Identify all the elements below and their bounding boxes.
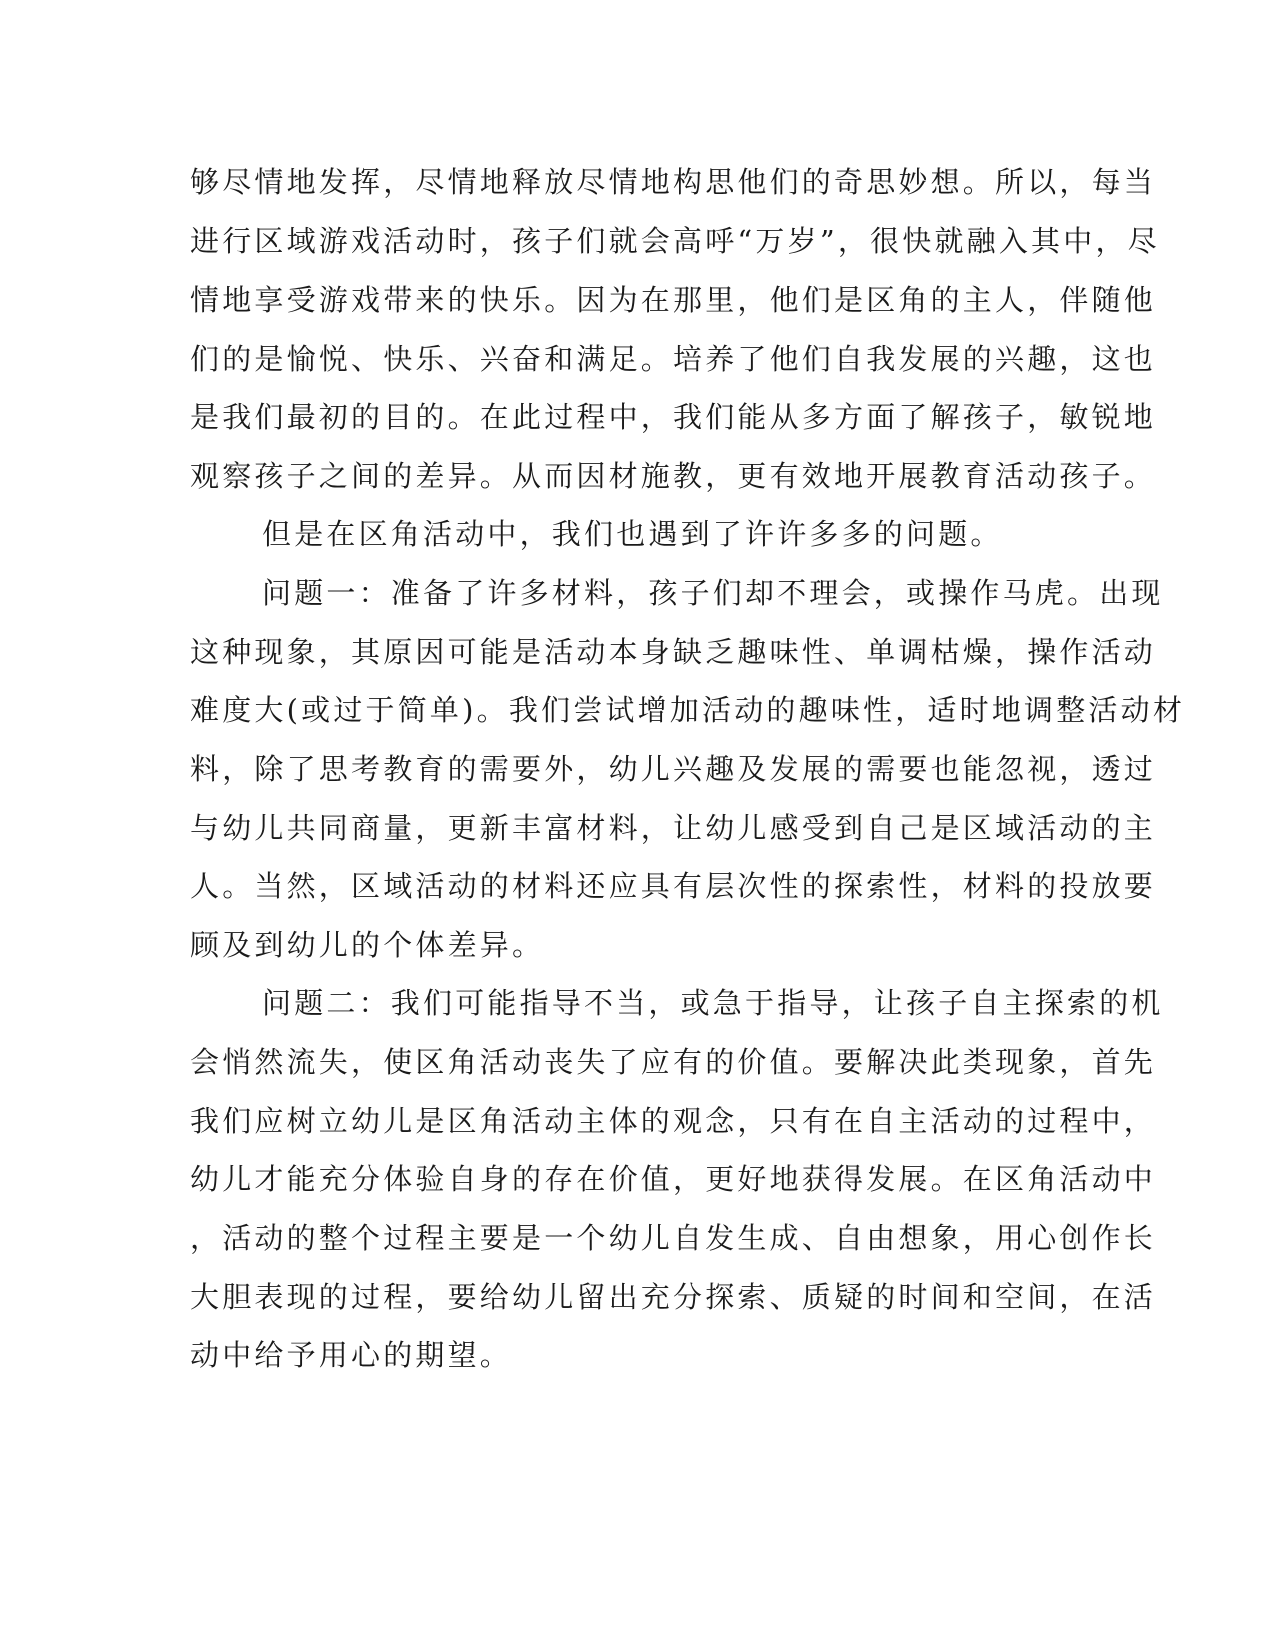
text-line: 是我们最初的目的。在此过程中，我们能从多方面了解孩子，敏锐地 <box>190 400 1157 434</box>
text-line: 观察孩子之间的差异。从而因材施教，更有效地开展教育活动孩子。 <box>190 459 1157 493</box>
text-line: 动中给予用心的期望。 <box>190 1338 513 1372</box>
text-line: 幼儿才能充分体验自身的存在价值，更好地获得发展。在区角活动中 <box>190 1162 1157 1196</box>
text-line: 这种现象，其原因可能是活动本身缺乏趣味性、单调枯燥，操作活动 <box>190 635 1157 669</box>
text-line: ，活动的整个过程主要是一个幼儿自发生成、自由想象，用心创作长 <box>190 1221 1157 1255</box>
paragraph-first-line: 但是在区角活动中，我们也遇到了许许多多的问题。 <box>262 517 1003 551</box>
text-line: 顾及到幼儿的个体差异。 <box>190 928 545 962</box>
text-line: 大胆表现的过程，要给幼儿留出充分探索、质疑的时间和空间，在活 <box>190 1280 1157 1314</box>
text-line: 料，除了思考教育的需要外，幼儿兴趣及发展的需要也能忽视，透过 <box>190 752 1157 786</box>
paragraph-first-line: 问题二：我们可能指导不当，或急于指导，让孩子自主探索的机 <box>262 986 1164 1020</box>
text-line: 情地享受游戏带来的快乐。因为在那里，他们是区角的主人，伴随他 <box>190 283 1157 317</box>
text-line: 会悄然流失，使区角活动丧失了应有的价值。要解决此类现象，首先 <box>190 1045 1157 1079</box>
text-line: 够尽情地发挥，尽情地释放尽情地构思他们的奇思妙想。所以，每当 <box>190 165 1157 199</box>
text-line: 进行区域游戏活动时，孩子们就会高呼“万岁”，很快就融入其中，尽 <box>190 224 1160 258</box>
text-line: 我们应树立幼儿是区角活动主体的观念，只有在自主活动的过程中， <box>190 1104 1157 1138</box>
paragraph-first-line: 问题一：准备了许多材料，孩子们却不理会，或操作马虎。出现 <box>262 576 1164 610</box>
text-line: 与幼儿共同商量，更新丰富材料，让幼儿感受到自己是区域活动的主 <box>190 811 1157 845</box>
text-line: 难度大(或过于简单)。我们尝试增加活动的趣味性，适时地调整活动材 <box>190 693 1186 727</box>
text-line: 们的是愉悦、快乐、兴奋和满足。培养了他们自我发展的兴趣，这也 <box>190 342 1157 376</box>
text-line: 人。当然，区域活动的材料还应具有层次性的探索性，材料的投放要 <box>190 869 1157 903</box>
